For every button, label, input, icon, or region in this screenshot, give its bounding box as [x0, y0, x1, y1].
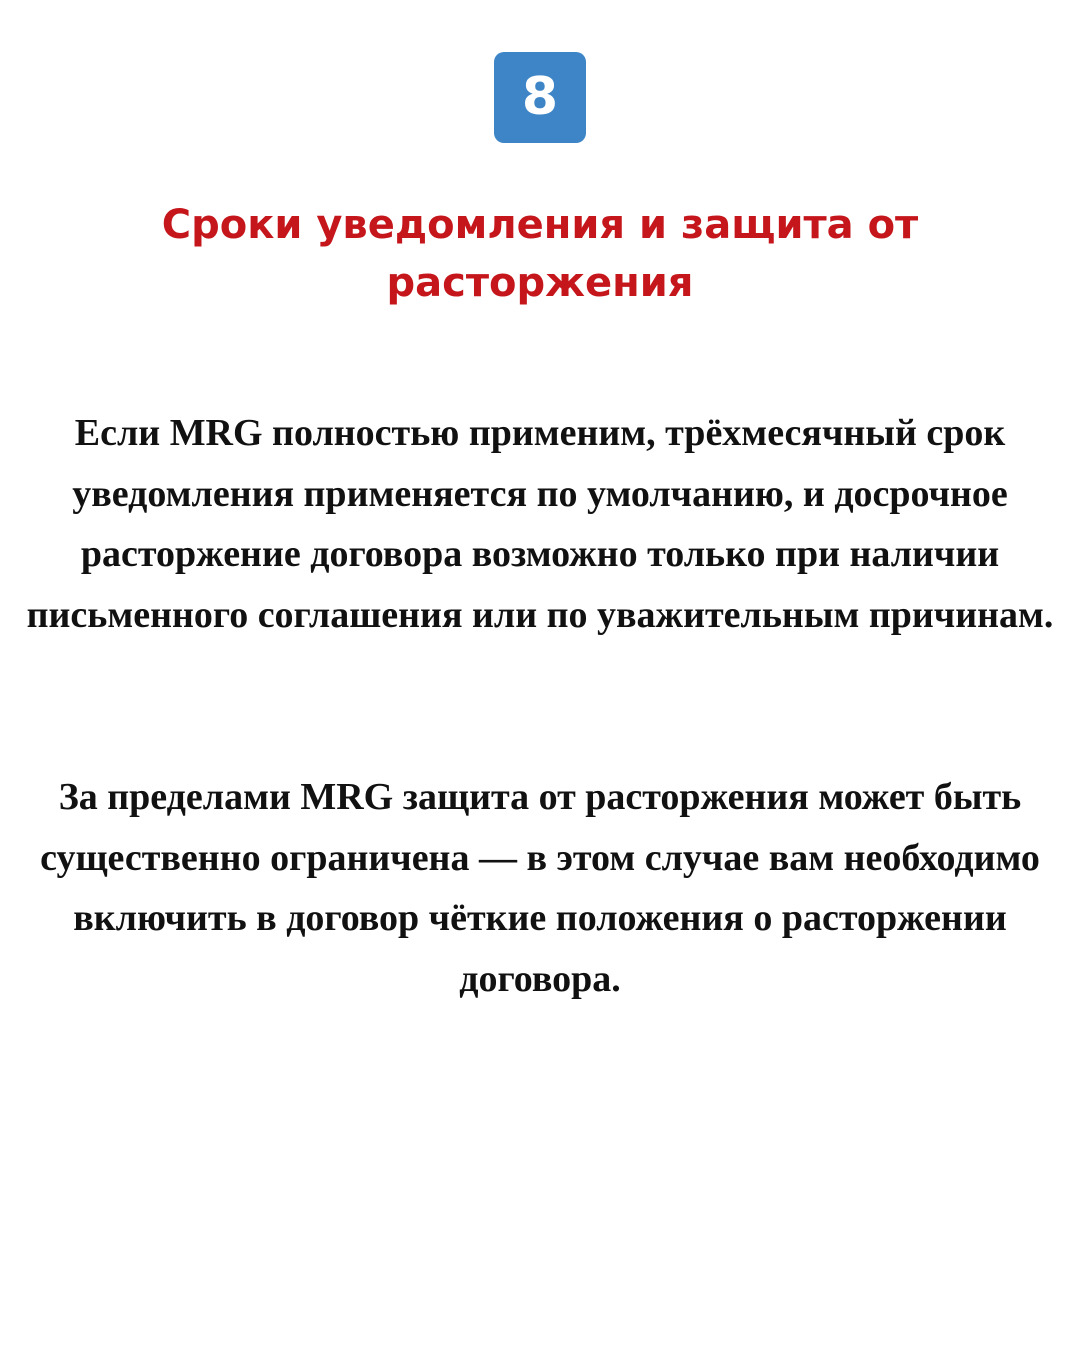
paragraph-mrg-applicable: Если MRG полностью применим, трёхмесячный срок уведомления применяется по умолчанию, и досрочное расторжение договора возможно только при наличии письменного соглашения или по уважительным причинам. — [26, 412, 1054, 636]
paragraph-outside-mrg: За пределами MRG защита от расторжения может быть существенно ограничена — в этом случае вам необходимо включить в договор чёткие положения о расторжении договора. — [40, 776, 1040, 1000]
page-title: Сроки уведомления и защита от расторжения — [161, 202, 919, 306]
step-number-badge: 8 — [494, 52, 586, 143]
